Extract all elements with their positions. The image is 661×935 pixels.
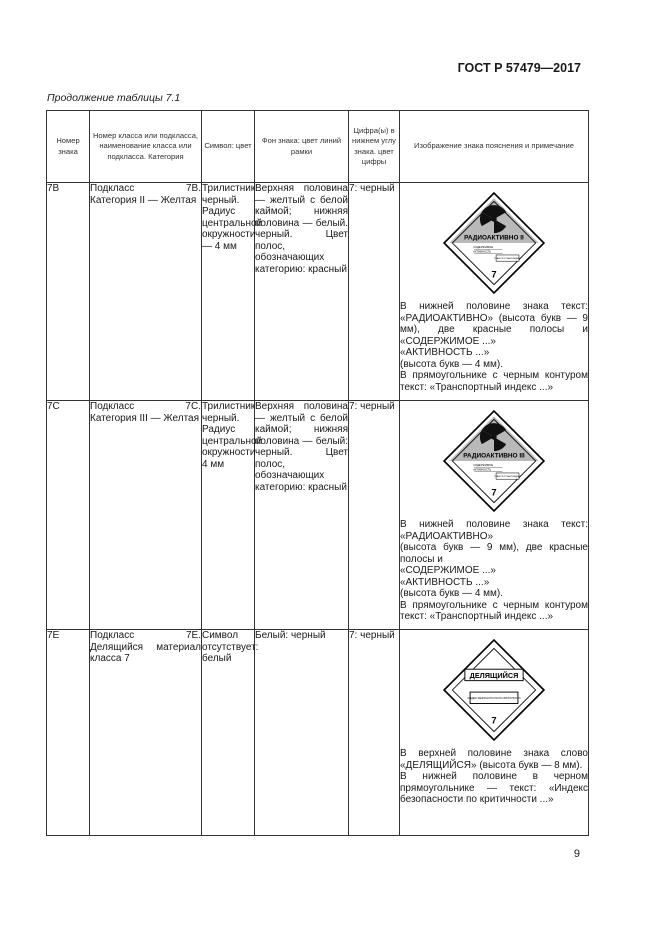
corner-digit: 7: черный: [349, 630, 400, 836]
sign-digit: 7: [491, 715, 497, 726]
sign-contents-label: СОДЕРЖИМОЕ: [473, 246, 494, 250]
page-number: 9: [573, 848, 580, 860]
sign-label: РАДИОАКТИВНО II: [464, 234, 524, 242]
class-name: Подкласс 7С. Категория III — Желтая: [90, 401, 202, 630]
sign-image-cell: [400, 401, 589, 630]
header-class-name: Номер класса или подкласса, наименование класса или подкласса. Категория: [90, 111, 202, 183]
sign-digit: 7: [491, 487, 497, 498]
class-name: Подкласс 7Е. Делящийся материал класса 7: [90, 630, 202, 836]
background-color: Верхняя половина — желтый с белой каймой; нижняя половина — белый. черный. Цвет полос, обозначающих категорию: красный: [255, 183, 349, 401]
header-background: Фон знака: цвет линий рамки: [255, 111, 349, 183]
background-color: Белый: черный: [255, 630, 349, 836]
sign-number: 7E: [47, 630, 90, 836]
sign-contents-label: СОДЕРЖИМОЕ: [473, 464, 494, 468]
table-header-row: [47, 111, 589, 183]
header-digit: Цифра(ы) в нижнем углу знака. цвет цифры: [349, 111, 400, 183]
table-row: [47, 401, 589, 630]
sign-image-cell: [400, 630, 589, 836]
corner-digit: 7: черный: [349, 183, 400, 401]
fissile-sign-icon: [442, 638, 546, 742]
background-color: Верхняя половина — желтый с белой каймой; нижняя половина — белый: черный. Цвет полос, обозначающих категорию: красный: [255, 401, 349, 630]
note-line: «АКТИВНОСТЬ ...»: [400, 347, 490, 358]
radioactive-sign-icon: [442, 409, 546, 513]
class-name: Подкласс 7В. Категория II — Желтая: [90, 183, 202, 401]
sign-activity-label: АКТИВНОСТЬ: [473, 250, 492, 254]
sign-digit: 7: [491, 269, 497, 280]
sign-label: ДЕЛЯЩИЙСЯ: [469, 670, 519, 680]
note-line: В прямоугольнике с черным контуром текст: «Транспортный индекс ...»: [400, 370, 588, 393]
header-symbol: Символ: цвет: [202, 111, 255, 183]
note-line: (высота букв — 4 мм).: [400, 358, 504, 370]
symbol-color: Трилистник: черный. Радиус центральной окружности — 4 мм: [202, 183, 255, 401]
sign-notes: [400, 301, 588, 393]
note-line: «СОДЕРЖИМОЕ ...»: [400, 565, 496, 576]
sign-index-box: ИНДЕКС БЕЗОПАСНОСТИ ПО КРИТИЧНОСТИ: [467, 696, 521, 700]
note-line: В прямоугольнике с черным контуром текст: «Транспортный индекс ...»: [400, 599, 588, 622]
table-caption: Продолжение таблицы 7.1: [47, 92, 181, 104]
note-line: В верхней половине знака слово «ДЕЛЯЩИЙСЯ» (высота букв — 8 мм).: [400, 748, 588, 771]
note-line: «АКТИВНОСТЬ ...»: [400, 576, 490, 588]
sign-label: РАДИОАКТИВНО III: [463, 452, 525, 460]
sign-number: 7C: [47, 401, 90, 630]
note-line: В нижней половине знака текст: «РАДИОАКТИВНО»: [400, 519, 588, 542]
symbol-color: Символ отсутствует: белый: [202, 630, 255, 836]
note-line: В нижней половине в черном прямоугольнике — текст: «Индекс безопасности по критичности ...»: [400, 771, 588, 805]
sign-activity-label: АКТИВНОСТЬ: [473, 468, 492, 472]
table-row: [47, 630, 589, 836]
sign-index-box: ТРАНСПОРТНЫЙ ИНДЕКС: [494, 258, 521, 261]
sign-notes: [400, 519, 588, 623]
header-sign-number: Номер знака: [47, 111, 90, 183]
header-image: Изображение знака пояснения и примечание: [400, 111, 589, 183]
document-id: ГОСТ Р 57479—2017: [457, 61, 581, 75]
sign-notes: [400, 748, 588, 806]
sign-index-box: ТРАНСПОРТНЫЙ ИНДЕКС: [494, 476, 521, 479]
sign-number: 7B: [47, 183, 90, 401]
symbol-color: Трилистник: черный. Радиус центральной окружности 4 мм: [202, 401, 255, 630]
note-line: (высота букв — 4 мм).: [400, 588, 504, 599]
radioactive-sign-icon: [442, 191, 546, 295]
note-line: В нижней половине знака текст: «РАДИОАКТИВНО» (высота букв — 9 мм), две красные полосы и «СОДЕРЖИМОЕ ...»: [400, 301, 588, 347]
note-line: (высота букв — 9 мм), две красные полосы и: [400, 542, 588, 565]
table-row: [47, 183, 589, 401]
corner-digit: 7: черный: [349, 401, 400, 630]
sign-image-cell: [400, 183, 589, 401]
hazard-sign-table: [46, 110, 589, 836]
